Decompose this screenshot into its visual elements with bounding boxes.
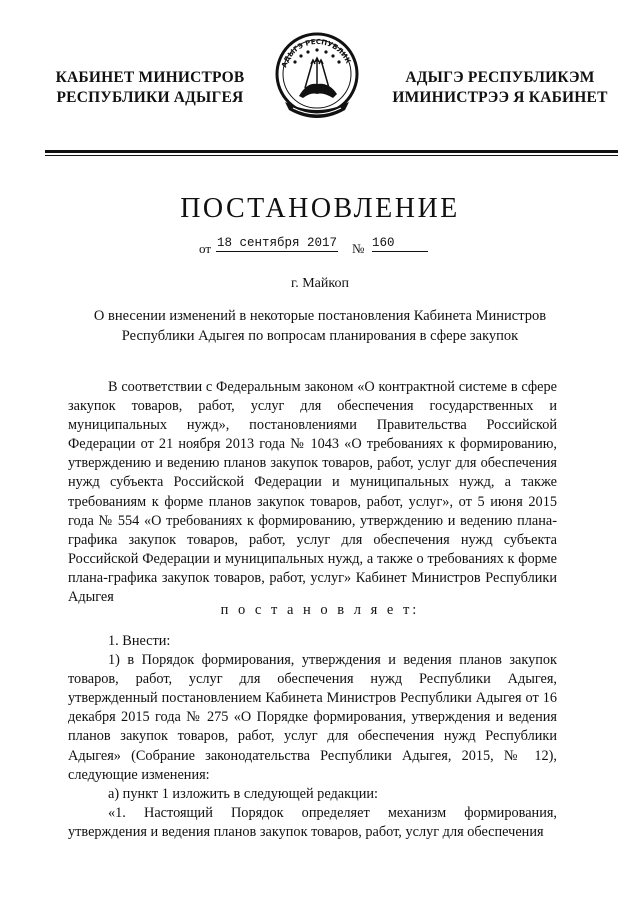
header-divider-thick: [45, 150, 618, 153]
item-paragraph: а) пункт 1 изложить в следующей редакции:: [108, 785, 378, 802]
preamble-paragraph: В соответствии с Федеральным законом «О контрактной системе в сфере закупок товаров, работ, услуг для обеспечения государственных и муниципальных нужд», постановлениями Правительства Российской Федерации от 21 ноября 2013 года № 1043 «О требованиях к формированию, утверждению и ведению планов закупок товаров, работ, услуг для обеспечения нужд субъекта Российской Федерации и муниципальных нужд, а также требованиям к форме планов закупок товаров, работ, услуг», от 5 июня 2015 года № 554 «О требованиях к формированию, утверждению и ведению плана-графика закупок товаров, работ, услуг для обеспечения нужд субъекта Российской Федерации и муниципальных нужд, а также о требованиях к форме плана-графика закупок товаров, работ, услуг» Кабинет Министров Республики Адыгея: [68, 379, 557, 606]
decree-word: п о с т а н о в л я е т:: [220, 602, 420, 618]
emblem-text: АДЫГЭ РЕСПУБЛИК: [280, 37, 353, 69]
coat-of-arms-of-adygea-icon: [271, 26, 363, 130]
issuer-name-adyghe: [380, 68, 620, 108]
date-and-number-line: [0, 236, 640, 258]
issuer-name-adyghe-line1: АДЫГЭ РЕСПУБЛИКЭМ: [405, 69, 595, 86]
document-date: 18 сентября 2017: [216, 236, 338, 250]
issuer-name-russian-line2: РЕСПУБЛИКИ АДЫГЕЯ: [56, 89, 244, 106]
subject-line-1: О внесении изменений в некоторые постановления Кабинета Министров: [93, 308, 547, 324]
document-title: ПОСТАНОВЛЕНИЕ: [180, 193, 460, 224]
document-number: 160: [372, 236, 428, 252]
operative-part: [68, 632, 557, 842]
number-prefix: №: [352, 241, 365, 256]
issue-city: г. Майкоп: [291, 276, 349, 291]
date-prefix: от: [199, 241, 212, 256]
item-paragraph: «1. Настоящий Порядок определяет механизм формирования, утверждения и ведения планов закупок товаров, работ, услуг для обеспечения: [68, 804, 557, 840]
header-divider-thin: [45, 155, 618, 156]
item-paragraph: 1. Внести:: [108, 633, 171, 649]
document-subject: [60, 306, 580, 346]
issuer-name-adyghe-line2: ИМИНИСТРЭЭ Я КАБИНЕТ: [392, 89, 608, 106]
issuer-name-russian: [50, 68, 250, 108]
preamble-block: [68, 378, 557, 607]
issuer-name-russian-line1: КАБИНЕТ МИНИСТРОВ: [55, 69, 245, 86]
item-paragraph: 1) в Порядок формирования, утверждения и ведения планов закупок товаров, работ, услуг для обеспечения нужд Республики Адыгея, утвержденный постановлением Кабинета Министров Республики Адыгея от 16 декабря 2015 года № 275 «О Порядке формирования, утверждения и ведения планов закупок товаров, работ, услуг для обеспечения нужд Республики Адыгея» (Собрание законодательства Республики Адыгея, 2015, № 12), следующие изменения:: [68, 652, 557, 783]
subject-line-2: Республики Адыгея по вопросам планирования в сфере закупок: [121, 328, 519, 344]
